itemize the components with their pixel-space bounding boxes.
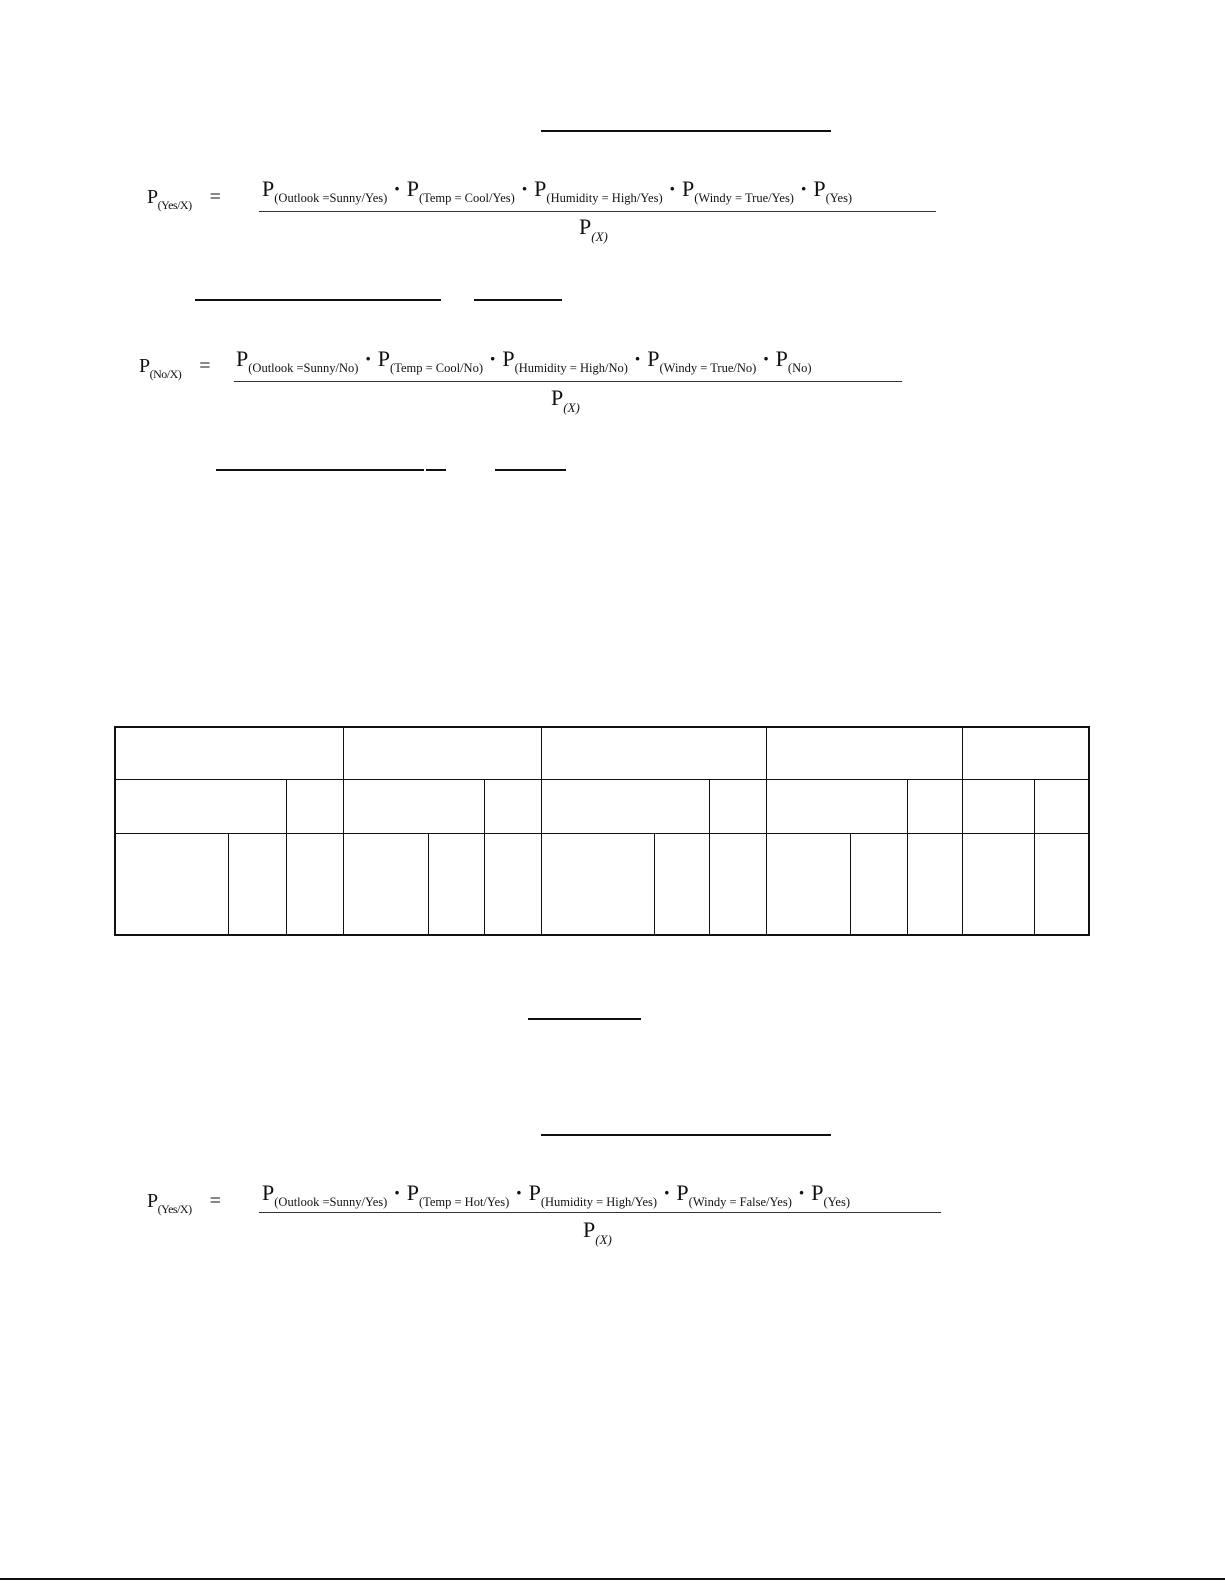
column-divider xyxy=(654,833,655,936)
term-5-subscript: (Yes) xyxy=(823,1195,850,1209)
product-dot: · xyxy=(668,176,676,201)
fraction-bar xyxy=(259,211,936,212)
lhs-subscript: (No/X) xyxy=(149,367,182,381)
term-1-subscript: (Outlook =Sunny/Yes) xyxy=(274,191,388,205)
term-5-subscript: (No) xyxy=(787,361,812,375)
term-p: P xyxy=(811,1180,824,1205)
product-dot: · xyxy=(393,176,401,201)
product-dot: · xyxy=(762,346,770,371)
term-3-subscript: (Humidity = High/No) xyxy=(514,361,628,375)
column-divider xyxy=(850,833,851,936)
section-underline-4 xyxy=(528,1018,641,1020)
product-dot: · xyxy=(797,1180,806,1205)
lhs-p: P xyxy=(147,186,158,208)
term-2-subscript: (Temp = Cool/No) xyxy=(390,361,483,375)
term-p: P xyxy=(528,1180,541,1205)
equation-3-numerator xyxy=(262,1180,850,1210)
column-divider xyxy=(1034,779,1035,936)
den-subscript: (X) xyxy=(595,1232,612,1247)
term-3-subscript: (Humidity = High/Yes) xyxy=(540,1195,658,1209)
text-underline-2a xyxy=(195,299,441,301)
product-dot: · xyxy=(364,346,372,371)
equation-2-numerator xyxy=(236,346,812,376)
term-p: P xyxy=(406,1180,419,1205)
term-p: P xyxy=(647,346,660,371)
product-dot: · xyxy=(633,346,642,371)
lhs-p: P xyxy=(139,355,150,377)
product-dot: · xyxy=(799,176,808,201)
term-5-subscript: (Yes) xyxy=(825,191,853,205)
equation-3-denominator xyxy=(583,1217,612,1248)
column-divider xyxy=(907,779,908,936)
column-divider xyxy=(709,779,710,936)
column-divider xyxy=(484,779,485,936)
product-dot: · xyxy=(489,346,497,371)
product-dot: · xyxy=(393,1180,401,1205)
term-3-subscript: (Humidity = High/Yes) xyxy=(546,191,663,205)
equation-3-lhs xyxy=(147,1190,220,1217)
column-divider xyxy=(228,833,229,936)
term-p: P xyxy=(775,346,788,371)
term-p: P xyxy=(377,346,391,371)
term-p: P xyxy=(502,346,515,371)
den-subscript: (X) xyxy=(563,400,580,415)
text-underline-3c xyxy=(495,469,566,471)
den-p: P xyxy=(579,214,592,239)
page-bottom-rule xyxy=(0,1578,1225,1580)
term-2-subscript: (Temp = Hot/Yes) xyxy=(418,1195,510,1209)
term-4-subscript: (Windy = False/Yes) xyxy=(688,1195,792,1209)
term-p: P xyxy=(681,176,695,201)
column-divider xyxy=(343,726,344,936)
heading-underline-5 xyxy=(541,1134,831,1136)
column-divider xyxy=(962,726,963,936)
product-dot: · xyxy=(663,1180,671,1205)
den-subscript: (X) xyxy=(591,229,608,244)
equation-1-denominator xyxy=(579,214,608,245)
term-4-subscript: (Windy = True/Yes) xyxy=(694,191,794,205)
product-dot: · xyxy=(520,176,529,201)
term-4-subscript: (Windy = True/No) xyxy=(659,361,757,375)
text-underline-2b xyxy=(474,299,562,301)
row-divider xyxy=(114,833,1090,834)
equation-1-lhs xyxy=(147,186,220,213)
heading-underline-1 xyxy=(541,130,831,132)
table-border xyxy=(114,726,1090,936)
term-1-subscript: (Outlook =Sunny/No) xyxy=(248,361,359,375)
lhs-subscript: (Yes/X) xyxy=(157,1202,192,1216)
equation-2-denominator xyxy=(551,385,580,416)
term-p: P xyxy=(676,1180,689,1205)
equation-2-lhs xyxy=(139,355,210,382)
equals-sign: = xyxy=(209,186,221,208)
lhs-p: P xyxy=(147,1190,158,1212)
row-divider xyxy=(114,779,1090,780)
column-divider xyxy=(541,726,542,936)
text-underline-3b xyxy=(426,469,446,471)
fraction-bar xyxy=(234,381,902,382)
den-p: P xyxy=(551,385,564,410)
column-divider xyxy=(286,779,287,936)
term-2-subscript: (Temp = Cool/Yes) xyxy=(418,191,515,205)
term-p: P xyxy=(262,176,275,201)
product-dot: · xyxy=(515,1180,523,1205)
den-p: P xyxy=(583,1217,596,1242)
equals-sign: = xyxy=(199,355,211,377)
equals-sign: = xyxy=(209,1190,221,1212)
column-divider xyxy=(766,726,767,936)
term-p: P xyxy=(534,176,547,201)
lhs-subscript: (Yes/X) xyxy=(157,198,192,212)
term-p: P xyxy=(262,1180,275,1205)
term-p: P xyxy=(406,176,419,201)
term-p: P xyxy=(236,346,249,371)
term-p: P xyxy=(813,176,826,201)
equation-1-numerator xyxy=(262,176,852,206)
fraction-bar xyxy=(259,1212,941,1213)
text-underline-3a xyxy=(216,469,424,471)
term-1-subscript: (Outlook =Sunny/Yes) xyxy=(274,1195,388,1209)
column-divider xyxy=(428,833,429,936)
